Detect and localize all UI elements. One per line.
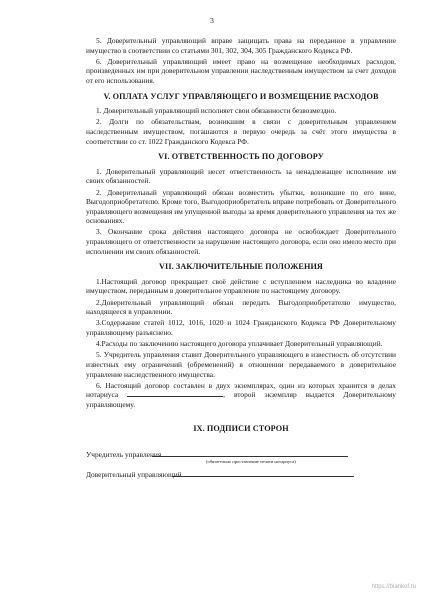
seal-note: (обязательно проставление печати нотариуса) [206,459,296,465]
notary-blank-line[interactable] [127,390,223,397]
copies-text-end: , второй экземпляр выдается Доверительному управляющему. [86,390,396,409]
section-7-paragraph: 4.Расходы по заключению настоящего договора уплачивает Доверительный управляющий. [96,339,383,349]
section-7-paragraph: 1.Настоящий договор прекращает своё действие с вступлением наследника во владение имуществом, переданным в доверительное управление по настоящему договору. [86,276,396,296]
page-number: 3 [210,16,214,25]
section-6-title: VI. ОТВЕТСТВЕННОСТЬ ПО ДОГОВОРУ [158,152,324,162]
section-9-title: IX. ПОДПИСИ СТОРОН [193,423,289,433]
copies-text-start: 6. Настоящий договор составлен в двух экземплярах, один из которых хранится в делах нотариуса [86,380,396,400]
section-5-paragraph: 2. Долги по обязательствам, возникшим в связи с доверительным управлением наследственным имуществом, погашаются в первую очередь за счёт этого имущества в соответствии со ст. 1022 Гражданского Кодекса РФ. [86,117,396,146]
trustee-label: Доверительный управляющий [86,469,182,479]
section-7-title: VII. ЗАКЛЮЧИТЕЛЬНЫЕ ПОЛОЖЕНИЯ [159,262,323,272]
section-6-paragraph: 2. Доверительный управляющий обязан возместить убытки, возникшие по его вине, Выгодоприобретателю. Кроме того, Выгодоприобретатель вправе потребовать от Доверительного управляющего возмещения им упущенной выгоды за время доверительного управления на тех же основаниях. [86,187,396,226]
section-5-title: V. ОПЛАТА УСЛУГ УПРАВЛЯЮЩЕГО И ВОЗМЕЩЕНИЕ РАСХОДОВ [103,91,379,101]
document-body [86,36,396,479]
section-7-paragraph: 5. Учредитель управления ставит Доверительного управляющего в известность об отсутствии известных ему ограничений (обременений) в отношении передаваемого в доверительное управление наследственного имущества. [86,350,396,379]
trustee-signature-line[interactable] [172,476,354,477]
section-5-paragraph: 1. Доверительный управляющий исполняет свои обязанности безвозмездно. [96,106,337,116]
intro-paragraph-6: 6. Доверительный управляющий имеет право на возмещение необходимых расходов, произведенных им при доверительном управлении наследственным имуществом за счет доходов от его использования. [86,56,396,85]
section-7-paragraph-copies [86,381,396,410]
founder-signature-row [86,447,396,459]
seal-note-row [86,459,396,465]
section-6-paragraph: 3. Окончание срока действия настоящего договора не освобождает Доверительного управляющего от ответственности за нарушение настоящего договора, если оно имело место при исполнении им своих обязанностей. [86,227,396,256]
section-7-paragraph: 3.Содержание статей 1012, 1016, 1020 и 1024 Гражданского Кодекса РФ Доверительному управляющему разъяснено. [86,318,396,337]
section-6-paragraph: 1. Доверительный управляющий несет ответственность за ненадлежащее исполнение им своих обязанностей. [86,166,396,186]
section-7-paragraph: 2.Доверительный управляющий обязан передать Выгодоприобретателю имущество, находящееся в управлении. [86,297,396,317]
founder-signature-line[interactable] [152,456,348,457]
intro-paragraph-5: 5. Доверительный управляющий вправе защищать права на переданное в управление имущество в соответствии со статьями 301, 302, 304, 305 Гражданского Кодекса РФ. [86,36,396,55]
founder-label: Учредитель управления [86,449,162,459]
watermark: https://blankof.ru [371,584,416,590]
trustee-signature-row [86,467,396,479]
